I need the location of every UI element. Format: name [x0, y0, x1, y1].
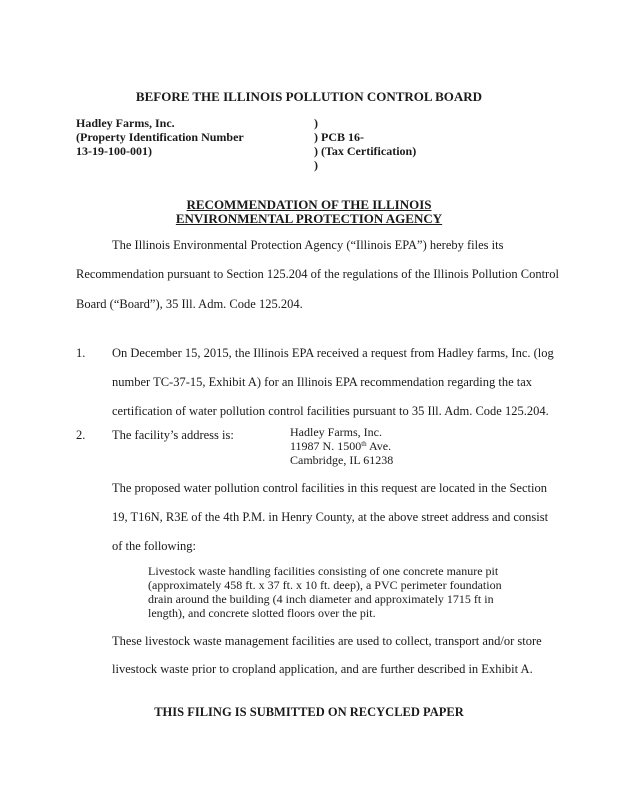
- caption-pin-label: (Property Identification Number: [76, 130, 244, 144]
- caption-pin-number: 13-19-100-001): [76, 144, 152, 158]
- paragraph-line: 19, T16N, R3E of the 4th P.M. in Henry County, at the above street address and consist: [112, 510, 549, 524]
- paragraph-line: On December 15, 2015, the Illinois EPA received a request from Hadley farms, Inc. (log: [112, 346, 554, 360]
- address-city: Cambridge, IL 61238: [290, 453, 394, 467]
- address-name: Hadley Farms, Inc.: [290, 425, 382, 439]
- caption-case-number: ) PCB 16-: [314, 130, 364, 144]
- quote-line: length), and concrete slotted floors over the pit.: [148, 606, 376, 620]
- address-label: The facility’s address is:: [112, 428, 234, 442]
- quote-line: drain around the building (4 inch diameter and approximately 1715 ft in: [148, 592, 494, 606]
- paragraph-line: livestock waste prior to cropland application, and are further described in Exhibit A.: [112, 662, 533, 676]
- paragraph-line: These livestock waste management facilities are used to collect, transport and/or store: [112, 634, 542, 648]
- quote-line: (approximately 458 ft. x 37 ft. x 10 ft. deep), a PVC perimeter foundation: [148, 578, 502, 592]
- paragraph-line: Board (“Board”), 35 Ill. Adm. Code 125.204.: [76, 297, 303, 311]
- caption-bracket: ): [314, 116, 318, 130]
- document-title-line2: ENVIRONMENTAL PROTECTION AGENCY: [175, 211, 443, 226]
- paragraph-line: The proposed water pollution control facilities in this request are located in the Section: [112, 481, 547, 495]
- item-number: 1.: [76, 346, 86, 360]
- caption-party: Hadley Farms, Inc.: [76, 116, 175, 130]
- paragraph-line: of the following:: [112, 539, 197, 553]
- document-title-line1: RECOMMENDATION OF THE ILLINOIS: [186, 197, 432, 212]
- caption-bracket: ): [314, 158, 318, 172]
- paragraph-line: number TC-37-15, Exhibit A) for an Illinois EPA recommendation regarding the tax: [112, 375, 533, 389]
- address-street: 11987 N. 1500th Ave.: [290, 439, 392, 453]
- item-number: 2.: [76, 428, 86, 442]
- paragraph-line: certification of water pollution control facilities pursuant to 35 Ill. Adm. Code 125.204.: [112, 404, 549, 418]
- paragraph-line: The Illinois Environmental Protection Agency (“Illinois EPA”) hereby files its: [112, 238, 504, 252]
- caption-case-type: ) (Tax Certification): [314, 144, 417, 158]
- header-title: BEFORE THE ILLINOIS POLLUTION CONTROL BOARD: [135, 89, 483, 104]
- paragraph-line: Recommendation pursuant to Section 125.204 of the regulations of the Illinois Pollution Control: [76, 267, 559, 281]
- footer-notice: THIS FILING IS SUBMITTED ON RECYCLED PAPER: [154, 705, 464, 719]
- quote-line: Livestock waste handling facilities consisting of one concrete manure pit: [148, 564, 499, 578]
